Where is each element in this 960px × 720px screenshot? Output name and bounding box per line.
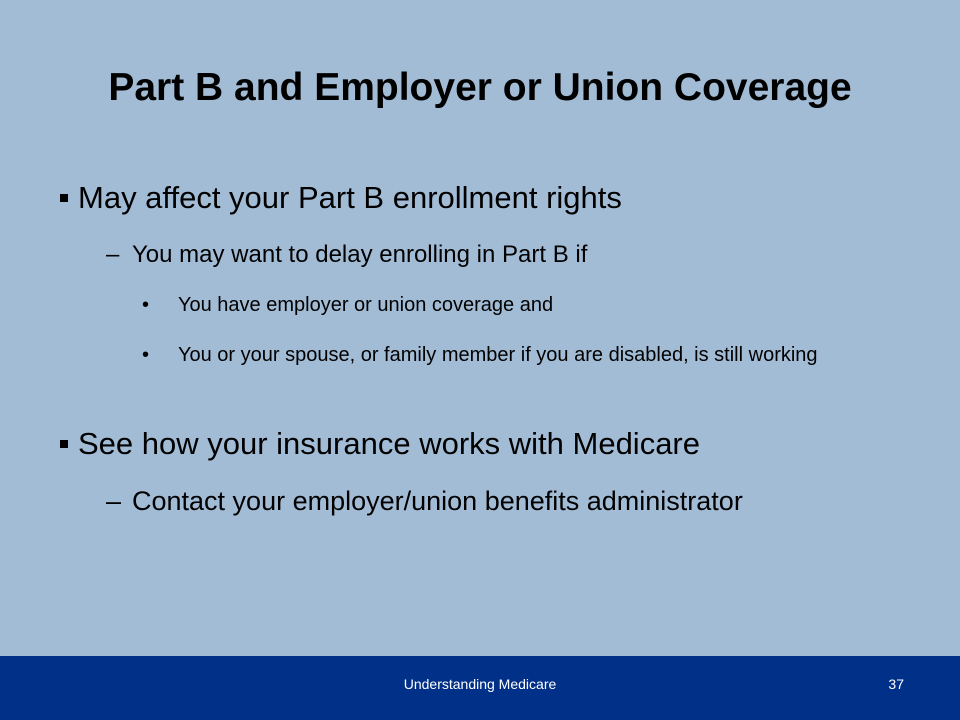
bullet-1 [60, 180, 622, 216]
sub-sub-bullet-2-text: You or your spouse, or family member if you are disabled, is still working [178, 344, 818, 366]
bullet-1-text: May affect your Part B enrollment rights [78, 180, 622, 215]
footer-title: Understanding Medicare [403, 676, 557, 692]
bullet-2-text: See how your insurance works with Medicare [78, 426, 700, 461]
round-bullet-icon: • [142, 294, 150, 316]
sub-bullet-1-text: You may want to delay enrolling in Part B if [132, 241, 588, 268]
dash-icon: – [106, 486, 122, 516]
footer-bar [0, 656, 960, 720]
slide-number: 37 [888, 676, 904, 692]
dash-icon: – [106, 241, 120, 268]
sub-bullet-2-text: Contact your employer/union benefits administrator [132, 486, 743, 516]
slide-title: Part B and Employer or Union Coverage [108, 66, 852, 109]
round-bullet-icon: • [142, 344, 150, 366]
sub-bullet-2 [106, 482, 806, 520]
square-bullet-icon [60, 194, 68, 202]
sub-bullet-1 [106, 240, 587, 270]
bullet-2 [60, 426, 700, 462]
square-bullet-icon [60, 440, 68, 448]
sub-sub-bullet-2 [142, 340, 842, 370]
sub-sub-bullet-1 [142, 290, 842, 320]
sub-sub-bullet-1-text: You have employer or union coverage and [178, 294, 554, 316]
